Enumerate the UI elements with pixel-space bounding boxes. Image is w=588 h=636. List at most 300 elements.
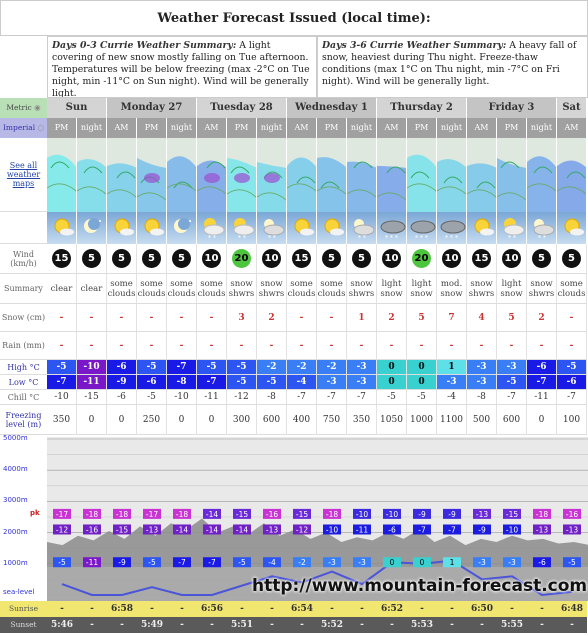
- freezing-cell: 0: [107, 405, 137, 435]
- day-header[interactable]: Sat: [557, 98, 587, 118]
- summary-cell: clear: [77, 274, 107, 304]
- period-cell: night: [437, 118, 467, 138]
- weather-icon-cell: [137, 212, 167, 244]
- period-cell: PM: [227, 118, 257, 138]
- temperature-tag-label: -18: [535, 509, 549, 519]
- temperature-tag-label: -14: [235, 525, 249, 535]
- snow-cloud-icon: [408, 213, 436, 243]
- chill-cell: -7: [497, 390, 527, 405]
- sunset-cell: -: [527, 617, 557, 633]
- temperature-tag-label: -5: [148, 558, 156, 568]
- low-temp-cell: -5: [497, 375, 527, 390]
- snow-cell: -: [107, 304, 137, 332]
- svg-text:* * *: * * *: [444, 235, 458, 242]
- summary-cell: snow shwrs: [527, 274, 557, 304]
- summary-right-text: A heavy fall of snow, heaviest during Thu night. Freeze-thaw conditions (max 1°C on Thu night, min -7°C on Fri night). Wind will be generally light.: [322, 40, 577, 87]
- chart-y-label: 1000m: [3, 558, 28, 567]
- sun-icon: [198, 213, 226, 243]
- summary-left-title: Days 0-3 Currie Weather Summary:: [52, 40, 237, 51]
- summary-cell: clear: [47, 274, 77, 304]
- weather-map-thumbnail[interactable]: [167, 138, 197, 212]
- sunset-cell: 5:53: [407, 617, 437, 633]
- imperial-radio-icon: ○: [37, 123, 45, 132]
- day-header[interactable]: Friday 3: [467, 98, 557, 118]
- sunset-cell: -: [347, 617, 377, 633]
- map-thumbnail-icon: [407, 138, 437, 212]
- map-thumbnail-icon: [347, 138, 377, 212]
- svg-text:* *: * *: [357, 235, 366, 242]
- high-temp-cell: 1: [437, 360, 467, 375]
- temperature-tag-label: -3: [508, 558, 516, 568]
- temperature-tag-label: -13: [565, 525, 579, 535]
- low-temp-cell: -4: [287, 375, 317, 390]
- sunrise-cell: -: [47, 601, 77, 617]
- sunset-cell: -: [197, 617, 227, 633]
- wind-cell: [227, 244, 257, 274]
- low-temp-cell: 0: [407, 375, 437, 390]
- weather-map-thumbnail[interactable]: [257, 138, 287, 212]
- snow-cell: -: [167, 304, 197, 332]
- snow-cell: 1: [347, 304, 377, 332]
- sunset-cell: -: [437, 617, 467, 633]
- temperature-tag-label: -18: [175, 509, 189, 519]
- wind-arrow-icon: 5: [142, 249, 161, 268]
- weather-map-thumbnail[interactable]: [497, 138, 527, 212]
- wind-arrow-icon: 20: [232, 249, 251, 268]
- weather-map-thumbnail[interactable]: [47, 138, 77, 212]
- rain-cell: -: [527, 332, 557, 360]
- low-temp-cell: -7: [47, 375, 77, 390]
- chill-cell: -5: [137, 390, 167, 405]
- snow-cell: 4: [467, 304, 497, 332]
- weather-map-thumbnail[interactable]: [77, 138, 107, 212]
- snow-cell: 2: [377, 304, 407, 332]
- summary-cell: mod. snow: [437, 274, 467, 304]
- map-thumbnail-icon: [317, 138, 347, 212]
- map-thumbnail-icon: [77, 138, 107, 212]
- wind-cell: [197, 244, 227, 274]
- summary-cell: light snow: [497, 274, 527, 304]
- day-header[interactable]: Tuesday 28: [197, 98, 287, 118]
- wind-cell: [497, 244, 527, 274]
- wind-arrow-icon: 15: [52, 249, 71, 268]
- low-temp-cell: -5: [257, 375, 287, 390]
- chill-cell: -5: [407, 390, 437, 405]
- summary-right-title: Days 3-6 Currie Weather Summary:: [322, 40, 507, 51]
- wind-arrow-icon: 5: [172, 249, 191, 268]
- high-temp-cell: 0: [377, 360, 407, 375]
- sun-icon: [228, 213, 256, 243]
- map-thumbnail-icon: [197, 138, 227, 212]
- sunset-cell: -: [77, 617, 107, 633]
- period-cell: PM: [137, 118, 167, 138]
- summary-cell: some clouds: [167, 274, 197, 304]
- day-header[interactable]: Monday 27: [107, 98, 197, 118]
- weather-icon-cell: [557, 212, 587, 244]
- temperature-tag-label: -14: [175, 525, 189, 535]
- temperature-tag-label: 0: [389, 558, 395, 568]
- wind-cell: [137, 244, 167, 274]
- chill-cell: -10: [47, 390, 77, 405]
- high-temp-cell: -3: [497, 360, 527, 375]
- wind-arrow-icon: 10: [442, 249, 461, 268]
- temperature-tag-label: -6: [388, 525, 396, 535]
- high-temp-cell: -6: [107, 360, 137, 375]
- weather-icon-cell: [47, 212, 77, 244]
- weather-icon-cell: [167, 212, 197, 244]
- rain-cell: -: [167, 332, 197, 360]
- chart-y-label: 2000m: [3, 527, 28, 536]
- weather-icon-cell: [107, 212, 137, 244]
- snow-cell: 2: [257, 304, 287, 332]
- high-temp-cell: -3: [347, 360, 377, 375]
- sunrise-cell: -: [527, 601, 557, 617]
- weather-icon-cell: [257, 212, 287, 244]
- map-thumbnail-icon: [467, 138, 497, 212]
- weather-icon-row-label: [0, 212, 47, 244]
- rain-cell: -: [47, 332, 77, 360]
- high-temp-cell: 0: [407, 360, 437, 375]
- weather-map-thumbnail[interactable]: [347, 138, 377, 212]
- wind-cell: [377, 244, 407, 274]
- weather-icon-cell: [227, 212, 257, 244]
- low-temp-cell: -11: [77, 375, 107, 390]
- summary-label: Summary: [0, 274, 47, 304]
- freezing-cell: 750: [317, 405, 347, 435]
- temperature-tag-label: -9: [118, 558, 126, 568]
- weather-map-thumbnail[interactable]: [197, 138, 227, 212]
- period-cell: night: [527, 118, 557, 138]
- chart-y-label: 4000m: [3, 465, 28, 474]
- wind-arrow-icon: 5: [562, 249, 581, 268]
- sunset-cell: 5:55: [497, 617, 527, 633]
- wind-arrow-icon: 10: [502, 249, 521, 268]
- weather-map-thumbnail[interactable]: [557, 138, 587, 212]
- low-temp-cell: 0: [377, 375, 407, 390]
- low-temp-cell: -3: [347, 375, 377, 390]
- page-title: Weather Forecast Issued (local time):: [0, 0, 588, 36]
- temperature-tag-label: -10: [355, 509, 369, 519]
- temperature-tag-label: -4: [268, 558, 276, 568]
- summary-cell: some clouds: [197, 274, 227, 304]
- weather-map-thumbnail[interactable]: [317, 138, 347, 212]
- chill-cell: -7: [317, 390, 347, 405]
- see-all-weather-maps-link[interactable]: See all weather maps: [0, 138, 47, 212]
- wind-cell: [317, 244, 347, 274]
- weather-map-thumbnail[interactable]: [107, 138, 137, 212]
- sunset-cell: -: [167, 617, 197, 633]
- high-temp-cell: -7: [167, 360, 197, 375]
- metric-label: Metric: [6, 103, 32, 112]
- rain-label: Rain (mm): [0, 332, 47, 360]
- chill-cell: -8: [467, 390, 497, 405]
- svg-text:* *: * *: [507, 235, 516, 242]
- svg-text:* * *: * * *: [414, 235, 428, 242]
- day-header[interactable]: Wednesday 1: [287, 98, 377, 118]
- summary-cell: snow shwrs: [467, 274, 497, 304]
- day-header[interactable]: Thursday 2: [377, 98, 467, 118]
- rain-cell: -: [347, 332, 377, 360]
- sunset-cell: -: [467, 617, 497, 633]
- high-temp-cell: -10: [77, 360, 107, 375]
- summary-cell: some clouds: [137, 274, 167, 304]
- rain-cell: -: [317, 332, 347, 360]
- map-thumbnail-icon: [227, 138, 257, 212]
- period-cell: AM: [197, 118, 227, 138]
- sunset-cell: -: [107, 617, 137, 633]
- high-temp-cell: -3: [467, 360, 497, 375]
- sunrise-cell: -: [347, 601, 377, 617]
- temperature-tag-label: -13: [475, 509, 489, 519]
- weather-icon-cell: [467, 212, 497, 244]
- wind-arrow-icon: 10: [262, 249, 281, 268]
- low-temp-cell: -6: [137, 375, 167, 390]
- wind-arrow-icon: 10: [382, 249, 401, 268]
- temperature-tag-label: -3: [358, 558, 366, 568]
- freezing-cell: 300: [227, 405, 257, 435]
- svg-text:* * *: * * *: [384, 235, 398, 242]
- freezing-cell: 500: [467, 405, 497, 435]
- sunrise-cell: -: [257, 601, 287, 617]
- temperature-tag-label: -7: [208, 558, 216, 568]
- sun-icon: [48, 213, 76, 243]
- weather-map-thumbnail[interactable]: [137, 138, 167, 212]
- map-thumbnail-icon: [497, 138, 527, 212]
- chill-label: Chill °C: [0, 390, 47, 405]
- weather-icon-cell: [407, 212, 437, 244]
- chill-cell: -11: [197, 390, 227, 405]
- sunrise-cell: -: [317, 601, 347, 617]
- summary-cell: snow shwrs: [347, 274, 377, 304]
- metric-radio-icon: ◉: [34, 103, 41, 112]
- snow-cell: 5: [497, 304, 527, 332]
- wind-cell: [437, 244, 467, 274]
- snow-cloud-icon: [438, 213, 466, 243]
- rain-cell: -: [467, 332, 497, 360]
- temperature-tag-label: -3: [328, 558, 336, 568]
- wind-arrow-icon: 5: [112, 249, 131, 268]
- moon-icon: [528, 213, 556, 243]
- svg-text:* *: * *: [237, 235, 246, 242]
- rain-cell: -: [287, 332, 317, 360]
- snow-cell: -: [197, 304, 227, 332]
- map-thumbnail-icon: [137, 138, 167, 212]
- low-temp-cell: -9: [107, 375, 137, 390]
- weather-icon-cell: [287, 212, 317, 244]
- chill-cell: -11: [527, 390, 557, 405]
- rain-cell: -: [137, 332, 167, 360]
- weather-map-thumbnail[interactable]: [467, 138, 497, 212]
- freezing-cell: 0: [527, 405, 557, 435]
- temperature-tag-label: -7: [418, 525, 426, 535]
- sunrise-cell: -: [167, 601, 197, 617]
- sunrise-cell: -: [407, 601, 437, 617]
- moon-icon: [78, 213, 106, 243]
- freezing-cell: 400: [287, 405, 317, 435]
- sunset-cell: 5:51: [227, 617, 257, 633]
- rain-cell: -: [197, 332, 227, 360]
- wind-cell: [287, 244, 317, 274]
- temperature-tag-label: -18: [325, 509, 339, 519]
- temperature-tag-label: -15: [295, 509, 309, 519]
- sunrise-cell: -: [437, 601, 467, 617]
- weather-map-thumbnail[interactable]: [377, 138, 407, 212]
- freezing-cell: 0: [167, 405, 197, 435]
- summary-days-3-6: [317, 36, 588, 98]
- sun-icon: [138, 213, 166, 243]
- chill-cell: -4: [437, 390, 467, 405]
- wind-cell: [107, 244, 137, 274]
- wind-cell: [77, 244, 107, 274]
- high-temp-cell: -2: [287, 360, 317, 375]
- wind-arrow-icon: 5: [532, 249, 551, 268]
- sunrise-cell: -: [497, 601, 527, 617]
- wind-label: Wind (km/h): [0, 244, 47, 274]
- temperature-tag-label: -18: [115, 509, 129, 519]
- wind-cell: [557, 244, 587, 274]
- rain-cell: -: [227, 332, 257, 360]
- sunset-cell: 5:46: [47, 617, 77, 633]
- weather-icon-cell: [77, 212, 107, 244]
- weather-map-thumbnail[interactable]: [437, 138, 467, 212]
- high-temp-cell: -6: [527, 360, 557, 375]
- weather-map-thumbnail[interactable]: [287, 138, 317, 212]
- temperature-tag-label: -14: [205, 525, 219, 535]
- freezing-cell: 350: [47, 405, 77, 435]
- snow-cell: 2: [527, 304, 557, 332]
- weather-icon-cell: [527, 212, 557, 244]
- snow-cell: -: [287, 304, 317, 332]
- wind-cell: [257, 244, 287, 274]
- temperature-tag-label: -13: [265, 525, 279, 535]
- chill-cell: -8: [257, 390, 287, 405]
- weather-map-thumbnail[interactable]: [527, 138, 557, 212]
- wind-arrow-icon: 15: [472, 249, 491, 268]
- temperature-tag-label: -5: [568, 558, 576, 568]
- period-cell: PM: [47, 118, 77, 138]
- sunset-cell: -: [257, 617, 287, 633]
- temperature-tag-label: -11: [85, 558, 99, 568]
- chart-y-label: pk: [30, 508, 40, 517]
- period-cell: PM: [497, 118, 527, 138]
- sun-icon: [558, 213, 586, 243]
- metric-toggle[interactable]: [0, 98, 47, 118]
- freezing-cell: 1050: [377, 405, 407, 435]
- rain-cell: -: [497, 332, 527, 360]
- snow-label: Snow (cm): [0, 304, 47, 332]
- temperature-tag-label: -18: [85, 509, 99, 519]
- low-temp-cell: -8: [167, 375, 197, 390]
- sunrise-cell: 6:58: [107, 601, 137, 617]
- moon-icon: [168, 213, 196, 243]
- sunset-cell: -: [557, 617, 587, 633]
- map-thumbnail-icon: [557, 138, 587, 212]
- rain-cell: -: [437, 332, 467, 360]
- weather-icon-cell: [437, 212, 467, 244]
- summary-cell: snow shwrs: [227, 274, 257, 304]
- sunrise-cell: -: [227, 601, 257, 617]
- temperature-tag-label: -7: [448, 525, 456, 535]
- period-cell: night: [347, 118, 377, 138]
- summary-cell: some clouds: [107, 274, 137, 304]
- temperature-tag-label: -5: [58, 558, 66, 568]
- period-cell: PM: [407, 118, 437, 138]
- sunrise-cell: -: [137, 601, 167, 617]
- sun-icon: [468, 213, 496, 243]
- chill-cell: -15: [77, 390, 107, 405]
- temperature-tag-label: -5: [238, 558, 246, 568]
- freezing-cell: 1100: [437, 405, 467, 435]
- temperature-tag-label: -16: [265, 509, 279, 519]
- imperial-toggle[interactable]: [0, 118, 47, 138]
- svg-text:* *: * *: [537, 235, 546, 242]
- summary-cell: light snow: [377, 274, 407, 304]
- period-cell: AM: [467, 118, 497, 138]
- snow-cell: -: [77, 304, 107, 332]
- chill-cell: -6: [107, 390, 137, 405]
- weather-map-thumbnail[interactable]: [227, 138, 257, 212]
- map-thumbnail-icon: [47, 138, 77, 212]
- sunrise-cell: -: [77, 601, 107, 617]
- temperature-tag-label: -2: [298, 558, 306, 568]
- map-thumbnail-icon: [107, 138, 137, 212]
- wind-arrow-icon: 10: [202, 249, 221, 268]
- freezing-cell: 1000: [407, 405, 437, 435]
- chart-y-label: sea-level: [3, 588, 35, 597]
- period-cell: AM: [377, 118, 407, 138]
- map-thumbnail-icon: [257, 138, 287, 212]
- rain-cell: -: [257, 332, 287, 360]
- temperature-tag-label: -11: [355, 525, 369, 535]
- map-thumbnail-icon: [167, 138, 197, 212]
- summary-days-0-3: [47, 36, 317, 98]
- snow-cell: -: [557, 304, 587, 332]
- temperature-tag-label: 0: [419, 558, 425, 568]
- period-cell: night: [77, 118, 107, 138]
- weather-map-thumbnail[interactable]: [407, 138, 437, 212]
- temperature-tag-label: -9: [478, 525, 486, 535]
- summary-cell: some clouds: [317, 274, 347, 304]
- chill-cell: -7: [347, 390, 377, 405]
- high-temp-cell: -5: [557, 360, 587, 375]
- snow-cloud-icon: [378, 213, 406, 243]
- high-temp-cell: -5: [227, 360, 257, 375]
- map-thumbnail-icon: [437, 138, 467, 212]
- low-temp-cell: -3: [437, 375, 467, 390]
- day-header[interactable]: Sun: [47, 98, 107, 118]
- sunset-cell: -: [377, 617, 407, 633]
- svg-text:* *: * *: [267, 235, 276, 242]
- temperature-tag-label: -12: [55, 525, 69, 535]
- temperature-tag-label: -10: [505, 525, 519, 535]
- moon-icon: [258, 213, 286, 243]
- wind-arrow-icon: 5: [322, 249, 341, 268]
- snow-cell: 7: [437, 304, 467, 332]
- chart-y-label: 3000m: [3, 496, 28, 505]
- wind-cell: [47, 244, 77, 274]
- wind-cell: [167, 244, 197, 274]
- high-temp-cell: -5: [197, 360, 227, 375]
- temperature-tag-label: -16: [565, 509, 579, 519]
- wind-arrow-icon: 5: [352, 249, 371, 268]
- snow-cell: -: [47, 304, 77, 332]
- sunset-cell: 5:49: [137, 617, 167, 633]
- sunrise-label: Sunrise: [0, 601, 47, 617]
- wind-arrow-icon: 15: [292, 249, 311, 268]
- summary-cell: snow shwrs: [257, 274, 287, 304]
- wind-cell: [527, 244, 557, 274]
- temperature-tag-label: -9: [448, 509, 456, 519]
